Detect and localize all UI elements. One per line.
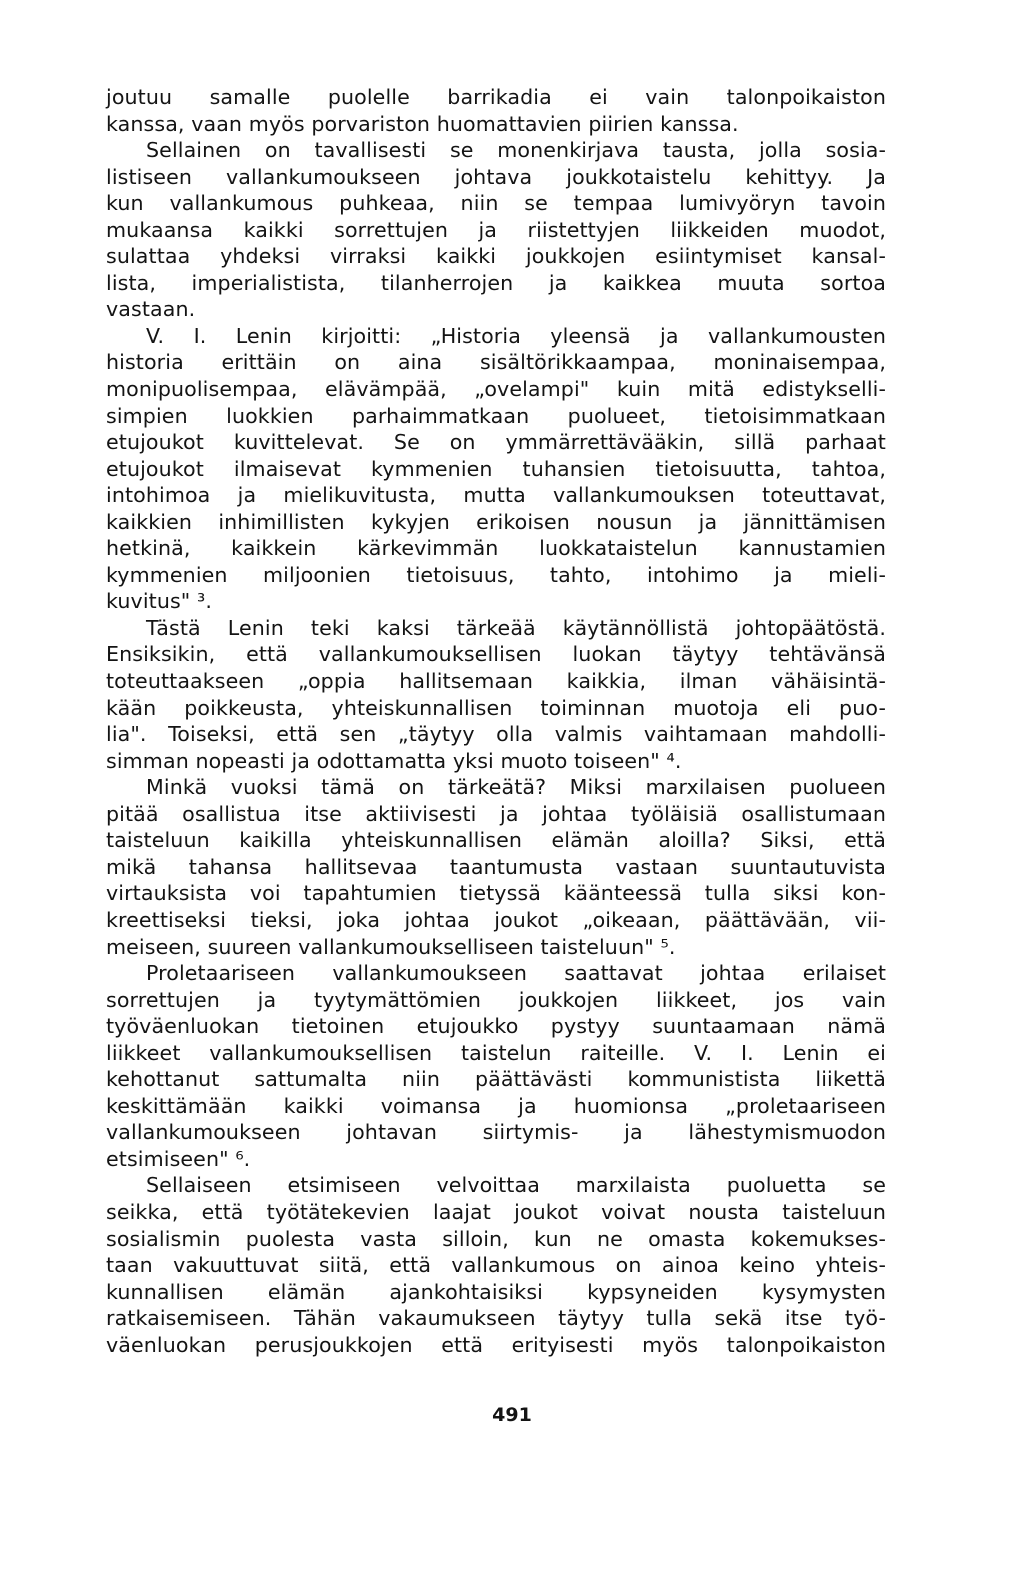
text-line: simman nopeasti ja odottamatta yksi muoto toiseen" ⁴. — [106, 748, 682, 773]
text-line: lia". Toiseksi, että sen „täytyy olla valmis vaihtamaan mahdolli- — [106, 722, 886, 747]
text-line: pitää osallistua itse aktiivisesti ja johtaa työläisiä osallistumaan — [106, 801, 886, 826]
text-line: toteuttaakseen „oppia hallitsemaan kaikkia, ilman vähäisintä- — [106, 669, 886, 694]
text-line: V. I. Lenin kirjoitti: „Historia yleensä ja vallankumousten — [146, 323, 886, 348]
text-line: Tästä Lenin teki kaksi tärkeää käytännöllistä johtopäätöstä. — [146, 615, 886, 640]
text-line: Sellaiseen etsimiseen velvoittaa marxilaista puoluetta se — [146, 1173, 886, 1198]
text-line: keskittämään kaikki voimansa ja huomionsa „proletaariseen — [106, 1093, 886, 1118]
text-line: vallankumoukseen johtavan siirtymis- ja lähestymismuodon — [106, 1120, 886, 1145]
text-line: liikkeet vallankumouksellisen taistelun raiteille. V. I. Lenin ei — [106, 1040, 886, 1065]
page-number: 491 — [492, 1404, 532, 1426]
text-line: seikka, että työtätekevien laajat joukot voivat nousta taisteluun — [106, 1199, 886, 1224]
text-line: listiseen vallankumoukseen johtava joukkotaistelu kehittyy. Ja — [106, 164, 886, 189]
text-line: joutuu samalle puolelle barrikadia ei vain talonpoikaiston — [106, 85, 886, 109]
text-line: virtauksista voi tapahtumien tietyssä käänteessä tulla siksi kon- — [106, 881, 886, 906]
text-line: sulattaa yhdeksi virraksi kaikki joukkojen esiintymiset kansal- — [106, 244, 886, 269]
text-line: kunnallisen elämän ajankohtaisiksi kypsyneiden kysymysten — [106, 1279, 886, 1304]
text-line: etujoukot ilmaisevat kymmenien tuhansien tietoisuutta, tahtoa, — [106, 456, 886, 481]
text-line: kaikkien inhimillisten kykyjen erikoisen nousun ja jännittämisen — [106, 509, 886, 534]
text-line: Proletaariseen vallankumoukseen saattavat johtaa erilaiset — [146, 961, 886, 986]
text-line: intohimoa ja mielikuvitusta, mutta vallankumouksen toteuttavat, — [106, 483, 886, 508]
text-line: vastaan. — [106, 297, 196, 322]
text-line: kreettiseksi tieksi, joka johtaa joukot „oikeaan, päättävään, vii- — [106, 907, 886, 932]
text-line: kuvitus" ³. — [106, 589, 213, 614]
text-line: etsimiseen" ⁶. — [106, 1146, 251, 1171]
text-line: työväenluokan tietoinen etujoukko pystyy suuntaamaan nämä — [106, 1014, 886, 1039]
text-line: kään poikkeusta, yhteiskunnallisen toiminnan muotoja eli puo- — [106, 695, 886, 720]
text-line: kymmenien miljoonien tietoisuus, tahto, intohimo ja mieli- — [106, 562, 886, 587]
text-line: taisteluun kaikilla yhteiskunnallisen elämän aloilla? Siksi, että — [106, 828, 886, 853]
text-line: mikä tahansa hallitsevaa taantumusta vastaan suuntautuvista — [106, 854, 886, 879]
text-line: sorrettujen ja tyytymättömien joukkojen liikkeet, jos vain — [106, 987, 886, 1012]
text-line: taan vakuuttuvat siitä, että vallankumous on ainoa keino yhteis- — [106, 1253, 886, 1278]
text-line: etujoukot kuvittelevat. Se on ymmärrettävääkin, sillä parhaat — [106, 430, 886, 455]
text-line: meiseen, suureen vallankumoukselliseen taisteluun" ⁵. — [106, 934, 676, 959]
text-line: simpien luokkien parhaimmatkaan puolueet, tietoisimmatkaan — [106, 403, 886, 428]
text-line: historia erittäin on aina sisältörikkaampaa, moninaisempaa, — [106, 350, 886, 375]
text-line: kun vallankumous puhkeaa, niin se tempaa lumivyöryn tavoin — [106, 191, 886, 216]
text-line: väenluokan perusjoukkojen että erityisesti myös talonpoikaiston — [106, 1332, 886, 1357]
text-line: mukaansa kaikki sorrettujen ja riistettyjen liikkeiden muodot, — [106, 217, 886, 242]
text-line: ratkaisemiseen. Tähän vakaumukseen täytyy tulla sekä itse työ- — [106, 1306, 886, 1331]
text-line: monipuolisempaa, elävämpää, „ovelampi" kuin mitä edistykselli- — [106, 377, 886, 402]
text-line: Ensiksikin, että vallankumouksellisen luokan täytyy tehtävänsä — [106, 642, 886, 667]
text-line: kanssa, vaan myös porvariston huomattavien piirien kanssa. — [106, 111, 739, 136]
text-line: sosialismin puolesta vasta silloin, kun ne omasta kokemukses- — [106, 1226, 886, 1251]
text-line: hetkinä, kaikkein kärkevimmän luokkataistelun kannustamien — [106, 536, 886, 561]
text-line: lista, imperialistista, tilanherrojen ja kaikkea muuta sortoa — [106, 270, 886, 295]
text-line: Sellainen on tavallisesti se monenkirjava tausta, jolla sosia- — [146, 138, 886, 163]
text-line: Minkä vuoksi tämä on tärkeätä? Miksi marxilaisen puolueen — [146, 775, 886, 800]
page-body — [106, 84, 886, 1358]
text-line: kehottanut sattumalta niin päättävästi kommunistista liikettä — [106, 1067, 886, 1092]
